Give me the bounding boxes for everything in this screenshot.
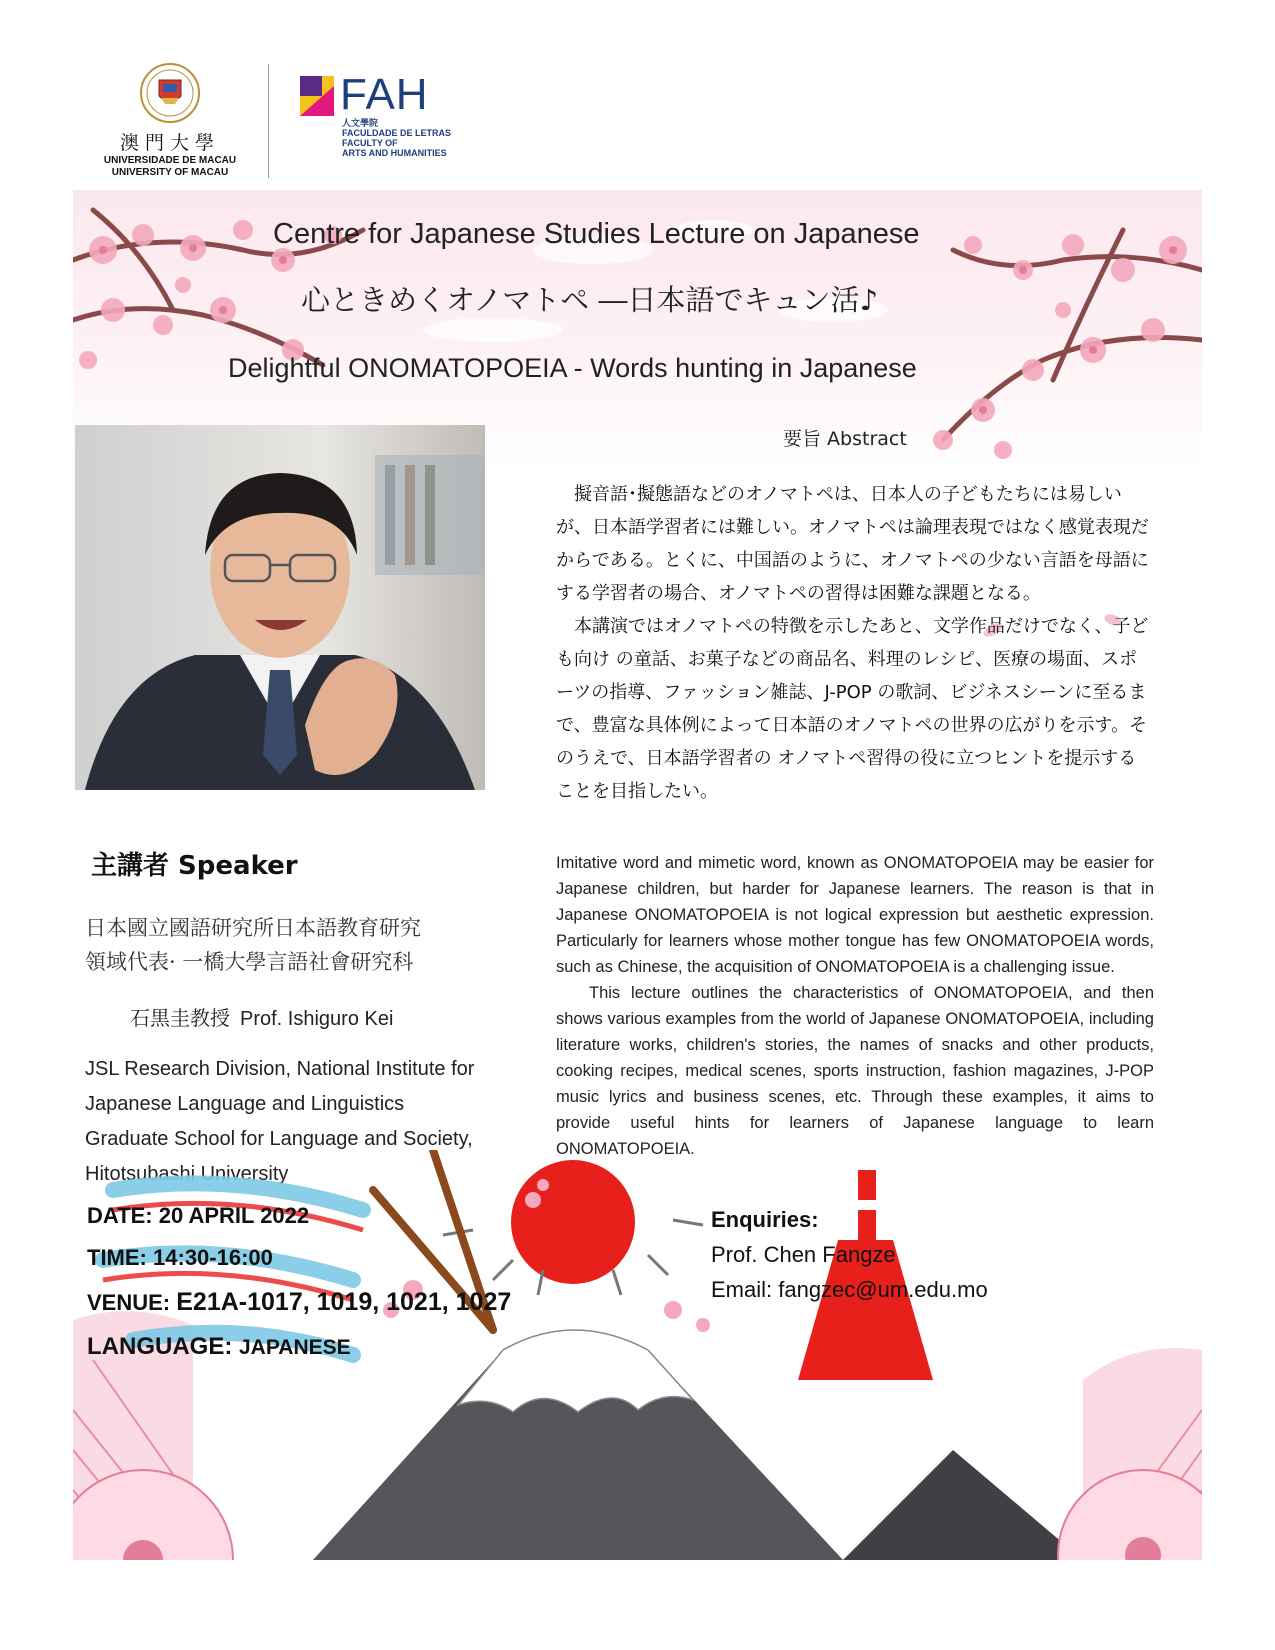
event-language-value: JAPANESE [239, 1336, 351, 1359]
event-date-label: DATE: [87, 1203, 153, 1228]
enquiries [711, 1202, 988, 1307]
um-english-name: UNIVERSITY OF MACAU [111, 167, 229, 178]
poster [73, 190, 1202, 1560]
fah-logo [300, 70, 480, 166]
abstract-heading: 要旨 Abstract [783, 428, 907, 450]
abstract-en-paragraph-1: Imitative word and mimetic word, known as ONOMATOPOEIA may be easier for Japanese children, but harder for Japanese learners. The reason is that in Japanese ONOMATOPOEIA is not logical expression but aesthetic expression. Particularly for learners whose mother tongue has few ONOMATOPOEIA words, such as Chinese, the acquisition of ONOMATOPOEIA is a challenging issue. [556, 854, 1154, 976]
event-language-label: LANGUAGE: [87, 1333, 233, 1360]
event-date-value: 20 APRIL 2022 [158, 1203, 310, 1228]
fah-chinese-name: 人文學院 [342, 118, 379, 128]
abstract-jp-paragraph-1: 擬音語･擬態語などのオノマトペは、日本人の子どもたちには易しいが、日本語学習者には難しい。オノマトペは論理表現ではなく感覚表現だからである。とくに、中国語のように、オノマトペの少ない言語を母語にする学習者の場合、オノマトペの習得は困難な課題となる。 [556, 484, 1149, 604]
speaker-photo [75, 425, 485, 790]
event-language [87, 1333, 351, 1361]
lecture-title: Centre for Japanese Studies Lecture on Japanese [273, 218, 920, 250]
logo-divider [268, 64, 269, 178]
event-time-value: 14:30-16:00 [153, 1245, 273, 1270]
enquiries-contact: Prof. Chen Fangze [711, 1242, 896, 1267]
event-time [87, 1245, 273, 1271]
speaker-affiliation-line-2: Japanese Language and Linguistics [85, 1093, 405, 1115]
speaker-portrait-image [75, 425, 485, 790]
speaker-name-en: Prof. Ishiguro Kei [240, 1008, 394, 1030]
university-of-macau-logo [100, 62, 240, 182]
um-portuguese-name: UNIVERSIDADE DE MACAU [103, 155, 237, 166]
fah-acronym: FAH [340, 70, 429, 119]
event-time-label: TIME: [87, 1245, 147, 1270]
enquiries-heading: Enquiries: [711, 1207, 819, 1232]
fah-english-name-1: FACULTY OF [342, 138, 398, 148]
abstract-english [556, 850, 1154, 1162]
um-seal-icon [139, 62, 201, 124]
fah-portuguese-name: FACULDADE DE LETRAS [342, 128, 452, 138]
fah-names [342, 118, 451, 158]
abstract-jp-paragraph-2: 本講演ではオノマトペの特徴を示したあと、文学作品だけでなく、子ども向け の童話、お菓子などの商品名、料理のレシピ、医療の場面、スポーツの指導、ファッション雑誌、J-POP の歌詞、ビジネスシーンに至るまで、豊富な具体例によって日本語のオノマトペの世界の広がりを示す。そのうえで、日本語学習者の オノマトペ習得の役に立つヒントを提示することを目指したい。 [556, 616, 1149, 802]
speaker-name [130, 1002, 393, 1031]
event-venue [87, 1288, 511, 1317]
speaker-heading: 主講者 Speaker [91, 851, 298, 881]
event-date [87, 1203, 309, 1229]
event-venue-value: E21A-1017, 1019, 1021, 1027 [176, 1288, 512, 1316]
speaker-affiliation-line-4: Hitotsubashi University [85, 1163, 289, 1185]
event-venue-label: VENUE: [87, 1290, 171, 1315]
fah-mark-icon [300, 76, 334, 116]
speaker-name-cjk: 石黒圭教授 [130, 1006, 230, 1030]
fah-english-name-2: ARTS AND HUMANITIES [342, 148, 447, 158]
enquiries-email[interactable]: Email: fangzec@um.edu.mo [711, 1277, 988, 1302]
speaker-title-cjk-line-1: 日本國立國語研究所日本語教育研究 [85, 916, 421, 940]
um-chinese-name: 澳門大學 [119, 132, 220, 154]
lecture-subtitle: Delightful ONOMATOPOEIA - Words hunting in Japanese [228, 353, 917, 383]
speaker-affiliation-line-3: Graduate School for Language and Society, [85, 1128, 473, 1150]
speaker-title-cjk-line-2: 領域代表· 一橋大學言語社會研究科 [85, 950, 414, 974]
abstract-en-paragraph-2: This lecture outlines the characteristics of ONOMATOPOEIA, and then shows various examples from the world of Japanese ONOMATOPOEIA, including literature works, children's stories, the names of snacks and other products, cooking recipes, medical scenes, sports instruction, fashion magazines, J-POP music lyrics and business scenes, etc. Through these examples, it aims to provide useful hints for learners of Japanese language to learn ONOMATOPOEIA. [556, 984, 1154, 1158]
abstract-japanese [556, 478, 1154, 808]
lecture-title-japanese: 心ときめくオノマトペ ―日本語でキュン活♪ [301, 283, 878, 317]
speaker-affiliation-line-1: JSL Research Division, National Institute for [85, 1058, 475, 1080]
